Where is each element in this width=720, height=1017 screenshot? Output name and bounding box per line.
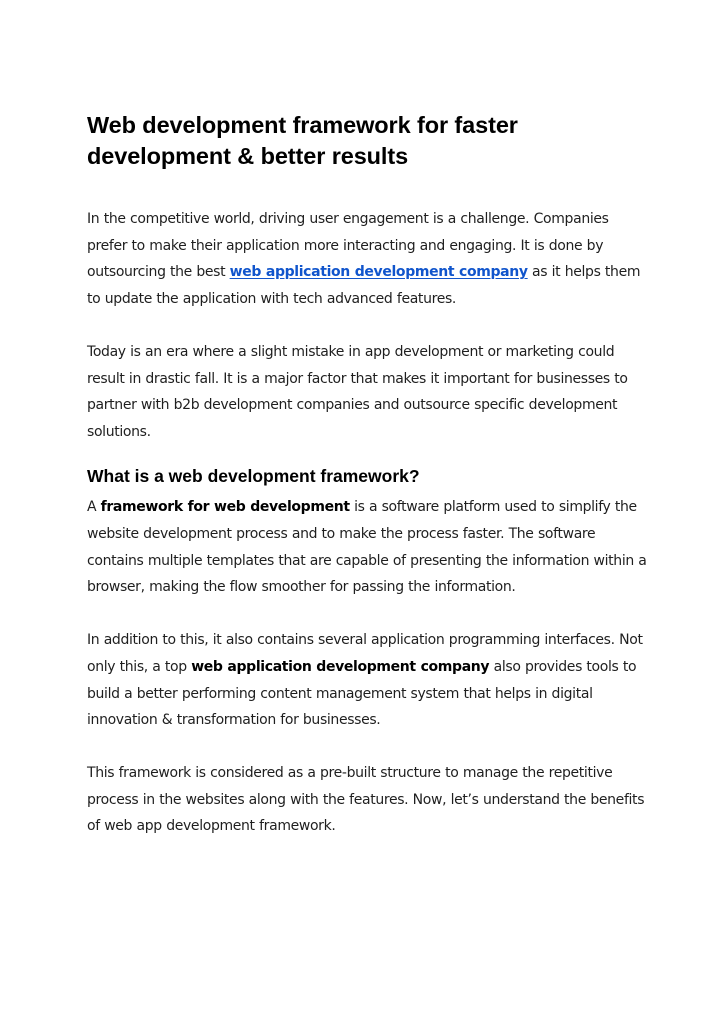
intro-text-after-link: as it helps them to update the application with tech advanced features. <box>87 264 641 307</box>
apis-bold-term: web application development company <box>191 658 490 675</box>
definition-paragraph <box>87 494 647 600</box>
apis-text-before-bold: In addition to this, it also contains several application programming interfaces. Not only this, a top <box>87 632 643 675</box>
apis-paragraph <box>87 627 647 733</box>
intro-paragraph <box>87 206 647 312</box>
apis-text-after-bold: also provides tools to build a better performing content management system that helps in digital innovation & transformation for businesses. <box>87 658 637 729</box>
title-line-1: Web development framework for faster <box>87 112 518 138</box>
era-paragraph: Today is an era where a slight mistake in app development or marketing could result in drastic fall. It is a major factor that makes it important for businesses to partner with b2b development companies and outsource specific development solutions. <box>87 343 628 440</box>
intro-text-before-link: In the competitive world, driving user engagement is a challenge. Companies prefer to make their application more interacting and engaging. It is done by outsourcing the best <box>87 211 609 281</box>
document-content <box>87 110 647 840</box>
document-title <box>87 110 647 172</box>
prebuilt-structure-paragraph: This framework is considered as a pre-built structure to manage the repetitive process in the websites along with the features. Now, let’s understand the benefits of web app development framework. <box>87 765 645 835</box>
definition-text-before-bold: A <box>87 499 101 516</box>
web-application-development-company-link[interactable]: web application development company <box>229 264 528 281</box>
definition-text-after-bold: is a software platform used to simplify the website development process and to make the process faster. The software contains multiple templates that are capable of presenting the information within a browser, making the flow smoother for passing the information. <box>87 499 647 596</box>
title-line-2: development & better results <box>87 143 409 169</box>
section-heading: What is a web development framework? <box>87 466 420 487</box>
definition-bold-term: framework for web development <box>100 499 350 516</box>
